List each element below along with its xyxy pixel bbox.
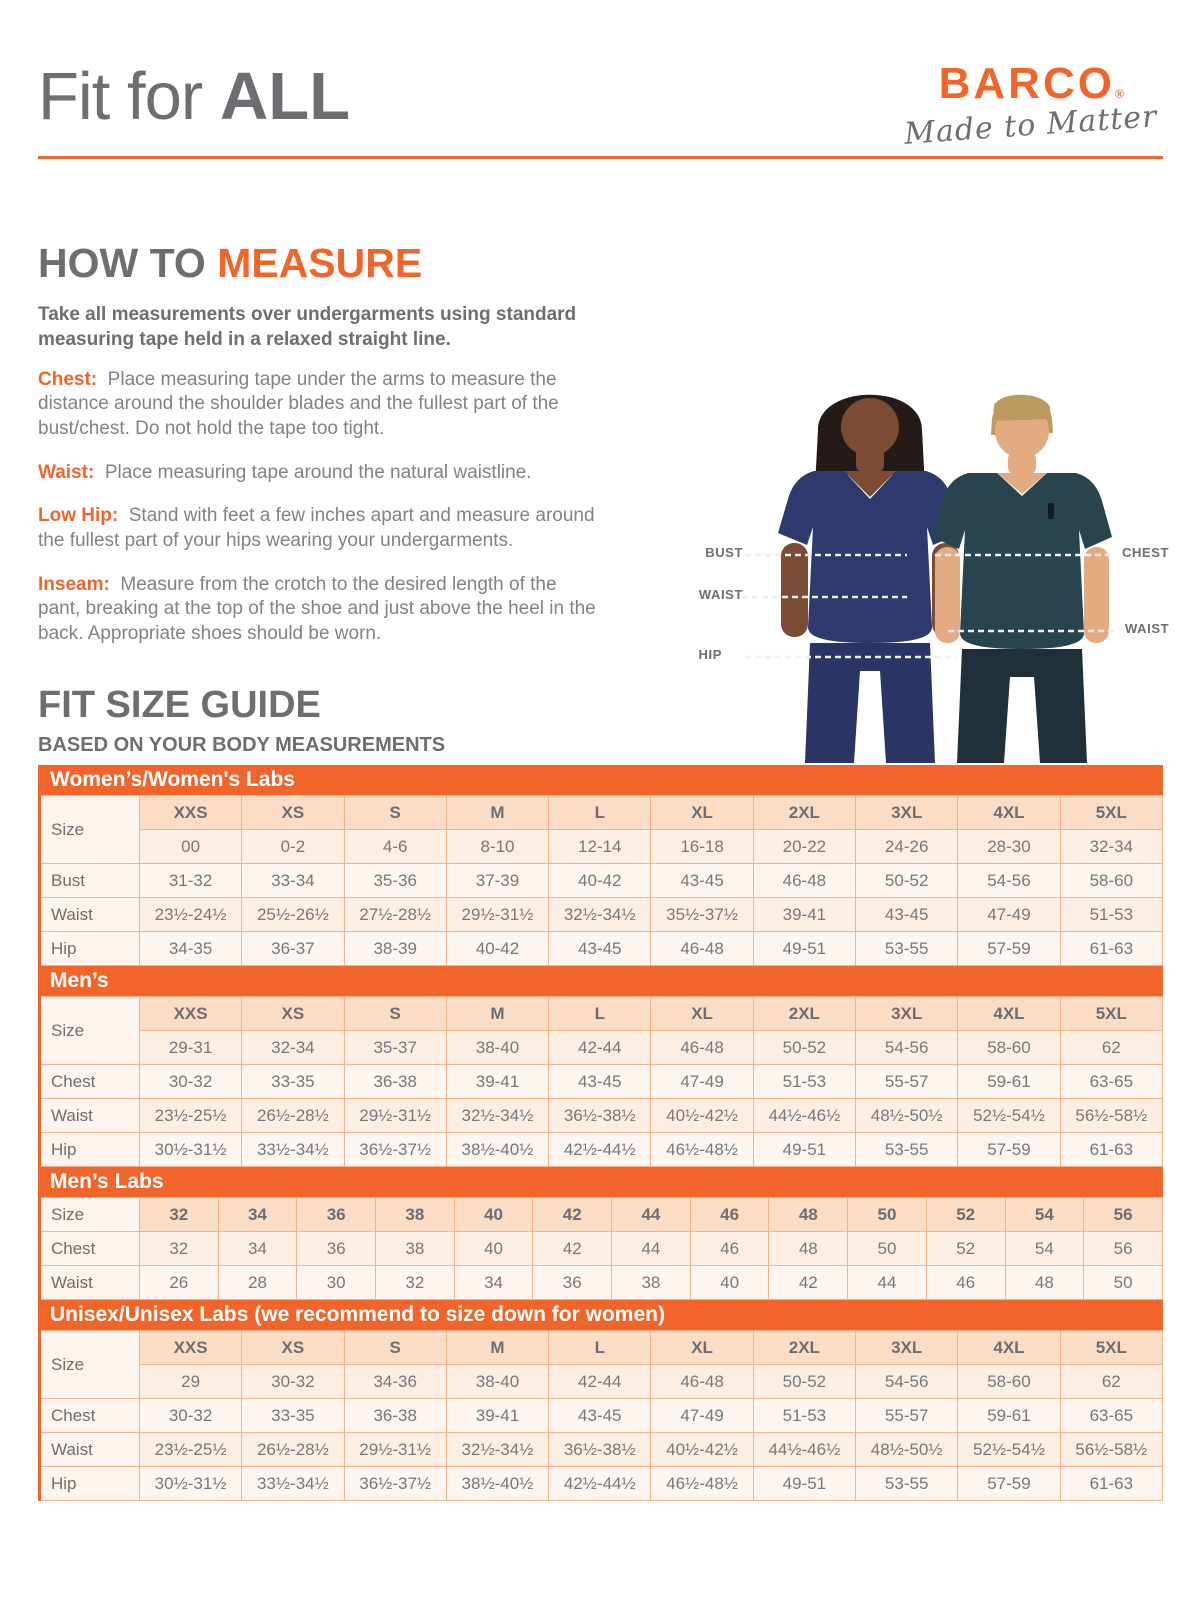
row-label-cell: Waist <box>40 1099 140 1133</box>
numeric-size-cell: 35-37 <box>344 1031 446 1065</box>
measure-item <box>38 573 598 647</box>
numeric-size-cell: 8-10 <box>446 830 548 864</box>
numeric-size-cell: 32-34 <box>242 1031 344 1065</box>
chest-label: CHEST <box>1122 545 1170 560</box>
fit-size-guide-subheading: BASED ON YOUR BODY MEASUREMENTS <box>38 734 446 756</box>
measurement-cell: 61-63 <box>1060 1467 1162 1501</box>
measurement-row <box>40 1065 1163 1099</box>
measurement-cell: 51-53 <box>753 1399 855 1433</box>
row-label-cell: Bust <box>40 864 140 898</box>
measurement-cell: 57-59 <box>958 1133 1060 1167</box>
size-name-cell: S <box>344 997 446 1031</box>
size-label-cell: Size <box>40 997 140 1065</box>
size-name-cell: 34 <box>218 1198 297 1232</box>
measurement-cell: 38-39 <box>344 932 446 966</box>
woman-figure <box>778 395 962 763</box>
measure-item-text: Place measuring tape around the natural waistline. <box>94 461 532 483</box>
size-label-cell: Size <box>40 796 140 864</box>
numeric-size-cell: 00 <box>139 830 241 864</box>
waist-left-label: WAIST <box>698 587 743 602</box>
measurement-cell: 49-51 <box>753 1467 855 1501</box>
measurement-cell: 56½-58½ <box>1060 1433 1162 1467</box>
measurement-cell: 33-34 <box>242 864 344 898</box>
numeric-size-cell: 46-48 <box>651 1365 753 1399</box>
numeric-size-cell: 50-52 <box>753 1031 855 1065</box>
measurement-cell: 23½-25½ <box>139 1099 241 1133</box>
measurement-row <box>40 1266 1163 1300</box>
measurement-cell: 32½-34½ <box>446 1433 548 1467</box>
size-name-cell: 40 <box>454 1198 533 1232</box>
measurement-cell: 40 <box>690 1266 769 1300</box>
row-label-cell: Chest <box>40 1399 140 1433</box>
measure-instructions <box>38 368 628 647</box>
measurement-cell: 49-51 <box>753 932 855 966</box>
size-name-cell: XXS <box>139 796 241 830</box>
numeric-size-cell: 0-2 <box>242 830 344 864</box>
measurement-cell: 51-53 <box>753 1065 855 1099</box>
size-name-cell: XL <box>651 1331 753 1365</box>
measurement-cell: 29½-31½ <box>446 898 548 932</box>
how-to-measure-section <box>38 242 628 666</box>
size-name-cell: 5XL <box>1060 997 1162 1031</box>
measure-item <box>38 368 598 442</box>
size-name-cell: S <box>344 796 446 830</box>
numeric-size-cell: 62 <box>1060 1031 1162 1065</box>
numeric-size-cell: 54-56 <box>856 1031 958 1065</box>
measurement-cell: 39-41 <box>446 1065 548 1099</box>
size-label-cell: Size <box>40 1198 140 1232</box>
measurement-cell: 29½-31½ <box>344 1433 446 1467</box>
measure-item-label: Waist: <box>38 461 95 483</box>
measurement-cell: 36½-37½ <box>344 1467 446 1501</box>
measurement-cell: 30-32 <box>139 1399 241 1433</box>
registered-mark: ® <box>1114 87 1124 101</box>
numeric-size-cell: 16-18 <box>651 830 753 864</box>
numeric-size-row <box>40 1365 1163 1399</box>
hip-label: HIP <box>698 647 722 662</box>
size-name-cell: XL <box>651 997 753 1031</box>
size-name-cell: 3XL <box>856 1331 958 1365</box>
measurement-cell: 63-65 <box>1060 1065 1162 1099</box>
size-name-cell: 36 <box>297 1198 376 1232</box>
measurement-cell: 52½-54½ <box>958 1099 1060 1133</box>
measurement-cell: 34 <box>218 1232 297 1266</box>
measurement-cell: 52 <box>926 1232 1005 1266</box>
measurement-cell: 44½-46½ <box>753 1099 855 1133</box>
table-section-title: Men’s <box>38 966 1163 996</box>
measurement-cell: 50 <box>1084 1266 1163 1300</box>
size-table <box>38 1197 1163 1300</box>
size-tables <box>38 765 1163 1501</box>
measure-item-text: Stand with feet a few inches apart and measure around the fullest part of your hips wearing your undergarments. <box>38 505 595 552</box>
measurement-cell: 35½-37½ <box>651 898 753 932</box>
measurement-cell: 36-37 <box>242 932 344 966</box>
measurement-cell: 59-61 <box>958 1399 1060 1433</box>
measurement-cell: 33½-34½ <box>242 1467 344 1501</box>
size-name-cell: 4XL <box>958 997 1060 1031</box>
measurement-cell: 54-56 <box>958 864 1060 898</box>
measure-item-text: Place measuring tape under the arms to measure the distance around the shoulder blades and the fullest part of the bust/chest. Do not hold the tape too tight. <box>38 368 559 439</box>
numeric-size-cell: 12-14 <box>549 830 651 864</box>
measurement-cell: 59-61 <box>958 1065 1060 1099</box>
measurement-row <box>40 1433 1163 1467</box>
size-name-cell: 4XL <box>958 1331 1060 1365</box>
measurement-cell: 42½-44½ <box>549 1467 651 1501</box>
measurement-cell: 43-45 <box>549 1399 651 1433</box>
size-name-cell: 5XL <box>1060 1331 1162 1365</box>
page-title <box>38 58 350 135</box>
measurement-cell: 30½-31½ <box>139 1467 241 1501</box>
measurement-cell: 36½-38½ <box>549 1099 651 1133</box>
size-label-cell: Size <box>40 1331 140 1399</box>
measurement-cell: 30-32 <box>139 1065 241 1099</box>
numeric-size-cell: 29 <box>139 1365 241 1399</box>
measurement-cell: 38 <box>376 1232 455 1266</box>
measurement-row <box>40 1399 1163 1433</box>
measurement-row <box>40 1099 1163 1133</box>
measurement-cell: 23½-24½ <box>139 898 241 932</box>
measurement-cell: 25½-26½ <box>242 898 344 932</box>
measurement-cell: 46-48 <box>651 932 753 966</box>
waist-right-label: WAIST <box>1125 621 1170 636</box>
size-name-cell: 32 <box>139 1198 218 1232</box>
page-title-normal: Fit for <box>38 59 220 134</box>
measurement-cell: 56½-58½ <box>1060 1099 1162 1133</box>
measurement-cell: 32½-34½ <box>446 1099 548 1133</box>
measurement-cell: 42 <box>769 1266 848 1300</box>
numeric-size-cell: 38-40 <box>446 1365 548 1399</box>
numeric-size-cell: 54-56 <box>856 1365 958 1399</box>
measurement-cell: 42 <box>533 1232 612 1266</box>
measurement-cell: 54 <box>1005 1232 1084 1266</box>
brand-logo-block <box>903 59 1159 152</box>
measurement-cell: 48½-50½ <box>856 1433 958 1467</box>
numeric-size-cell: 38-40 <box>446 1031 548 1065</box>
measure-item <box>38 504 598 553</box>
measure-item-label: Low Hip: <box>38 505 119 527</box>
size-name-cell: 52 <box>926 1198 1005 1232</box>
measure-item-label: Inseam: <box>38 573 110 595</box>
row-label-cell: Hip <box>40 932 140 966</box>
measurement-cell: 39-41 <box>753 898 855 932</box>
size-name-cell: M <box>446 1331 548 1365</box>
measurement-cell: 56 <box>1084 1232 1163 1266</box>
numeric-size-cell: 4-6 <box>344 830 446 864</box>
brand-tagline: Made to Matter <box>903 99 1159 152</box>
size-header-row <box>40 997 1163 1031</box>
size-table <box>38 795 1163 966</box>
size-name-cell: 50 <box>848 1198 927 1232</box>
size-name-cell: 42 <box>533 1198 612 1232</box>
measurement-cell: 30 <box>297 1266 376 1300</box>
measurement-cell: 57-59 <box>958 1467 1060 1501</box>
size-name-cell: 2XL <box>753 997 855 1031</box>
measurement-cell: 44½-46½ <box>753 1433 855 1467</box>
measurement-cell: 61-63 <box>1060 1133 1162 1167</box>
numeric-size-cell: 32-34 <box>1060 830 1162 864</box>
man-figure <box>932 395 1112 763</box>
measurement-row <box>40 1232 1163 1266</box>
measure-item-label: Chest: <box>38 368 98 390</box>
measurement-row <box>40 1467 1163 1501</box>
measurement-cell: 47-49 <box>651 1399 753 1433</box>
size-name-cell: 3XL <box>856 997 958 1031</box>
measurement-cell: 31-32 <box>139 864 241 898</box>
measurement-cell: 53-55 <box>856 932 958 966</box>
page-title-bold: ALL <box>219 59 351 134</box>
fit-size-guide-header <box>38 684 445 757</box>
size-header-row <box>40 1331 1163 1365</box>
size-name-cell: L <box>549 796 651 830</box>
size-name-cell: XL <box>651 796 753 830</box>
measurement-cell: 47-49 <box>958 898 1060 932</box>
row-label-cell: Chest <box>40 1232 140 1266</box>
numeric-size-cell: 29-31 <box>139 1031 241 1065</box>
measurement-cell: 50-52 <box>856 864 958 898</box>
measurement-cell: 36½-38½ <box>549 1433 651 1467</box>
size-name-cell: 5XL <box>1060 796 1162 830</box>
size-name-cell: XS <box>242 1331 344 1365</box>
measurement-cell: 26½-28½ <box>242 1433 344 1467</box>
measurement-cell: 40 <box>454 1232 533 1266</box>
numeric-size-cell: 20-22 <box>753 830 855 864</box>
table-section-title: Men’s Labs <box>38 1167 1163 1197</box>
measurement-cell: 61-63 <box>1060 932 1162 966</box>
numeric-size-cell: 50-52 <box>753 1365 855 1399</box>
measure-item <box>38 461 598 486</box>
numeric-size-cell: 46-48 <box>651 1031 753 1065</box>
size-name-cell: S <box>344 1331 446 1365</box>
size-name-cell: XS <box>242 997 344 1031</box>
size-name-cell: 44 <box>612 1198 691 1232</box>
numeric-size-row <box>40 830 1163 864</box>
size-name-cell: L <box>549 997 651 1031</box>
measurement-cell: 52½-54½ <box>958 1433 1060 1467</box>
measurement-cell: 28 <box>218 1266 297 1300</box>
table-section-title: Women’s/Women's Labs <box>38 765 1163 795</box>
measurement-cell: 36-38 <box>344 1399 446 1433</box>
numeric-size-cell: 42-44 <box>549 1031 651 1065</box>
measurement-cell: 36 <box>297 1232 376 1266</box>
row-label-cell: Hip <box>40 1467 140 1501</box>
measurement-cell: 48 <box>1005 1266 1084 1300</box>
row-label-cell: Waist <box>40 898 140 932</box>
row-label-cell: Waist <box>40 1433 140 1467</box>
fit-size-guide-heading: FIT SIZE GUIDE <box>38 684 321 726</box>
measurement-cell: 53-55 <box>856 1133 958 1167</box>
measurement-row <box>40 1133 1163 1167</box>
measurement-cell: 39-41 <box>446 1399 548 1433</box>
measurement-cell: 63-65 <box>1060 1399 1162 1433</box>
size-name-cell: M <box>446 997 548 1031</box>
row-label-cell: Chest <box>40 1065 140 1099</box>
measurement-cell: 33-35 <box>242 1399 344 1433</box>
numeric-size-cell: 34-36 <box>344 1365 446 1399</box>
measurement-cell: 43-45 <box>856 898 958 932</box>
size-header-row <box>40 1198 1163 1232</box>
measurement-cell: 46 <box>926 1266 1005 1300</box>
measurement-cell: 34 <box>454 1266 533 1300</box>
measurement-cell: 32 <box>139 1232 218 1266</box>
measurement-cell: 48 <box>769 1232 848 1266</box>
measurement-cell: 27½-28½ <box>344 898 446 932</box>
measurement-cell: 51-53 <box>1060 898 1162 932</box>
measurement-cell: 46 <box>690 1232 769 1266</box>
size-name-cell: M <box>446 796 548 830</box>
row-label-cell: Waist <box>40 1266 140 1300</box>
measurement-cell: 46½-48½ <box>651 1133 753 1167</box>
measurement-cell: 37-39 <box>446 864 548 898</box>
measurement-cell: 26 <box>139 1266 218 1300</box>
numeric-size-cell: 42-44 <box>549 1365 651 1399</box>
measurement-cell: 47-49 <box>651 1065 753 1099</box>
measurement-cell: 40-42 <box>549 864 651 898</box>
measurement-cell: 43-45 <box>549 932 651 966</box>
size-name-cell: 3XL <box>856 796 958 830</box>
row-label-cell: Hip <box>40 1133 140 1167</box>
size-name-cell: 38 <box>376 1198 455 1232</box>
numeric-size-cell: 62 <box>1060 1365 1162 1399</box>
measurement-cell: 33-35 <box>242 1065 344 1099</box>
numeric-size-cell: 24-26 <box>856 830 958 864</box>
model-photo <box>650 375 1180 763</box>
measurement-cell: 43-45 <box>549 1065 651 1099</box>
measurement-cell: 32 <box>376 1266 455 1300</box>
models-illustration <box>650 375 1180 763</box>
header-divider <box>38 156 1163 159</box>
measurement-cell: 38½-40½ <box>446 1467 548 1501</box>
size-name-cell: XXS <box>139 1331 241 1365</box>
size-name-cell: L <box>549 1331 651 1365</box>
measurement-cell: 40½-42½ <box>651 1433 753 1467</box>
measurement-row <box>40 864 1163 898</box>
measurement-cell: 32½-34½ <box>549 898 651 932</box>
numeric-size-row <box>40 1031 1163 1065</box>
size-table <box>38 1330 1163 1501</box>
size-name-cell: 2XL <box>753 796 855 830</box>
measurement-cell: 46-48 <box>753 864 855 898</box>
table-section-title: Unisex/Unisex Labs (we recommend to size down for women) <box>38 1300 1163 1330</box>
measurement-cell: 46½-48½ <box>651 1467 753 1501</box>
measurement-cell: 48½-50½ <box>856 1099 958 1133</box>
measurement-cell: 38 <box>612 1266 691 1300</box>
measurement-cell: 40-42 <box>446 932 548 966</box>
numeric-size-cell: 58-60 <box>958 1031 1060 1065</box>
measurement-cell: 23½-25½ <box>139 1433 241 1467</box>
numeric-size-cell: 58-60 <box>958 1365 1060 1399</box>
size-name-cell: XS <box>242 796 344 830</box>
measure-item-text: Measure from the crotch to the desired length of the pant, breaking at the top of the shoe and just above the heel in the back. Appropriate shoes should be worn. <box>38 573 596 645</box>
measurement-cell: 36-38 <box>344 1065 446 1099</box>
measurement-cell: 53-55 <box>856 1467 958 1501</box>
how-to-measure-heading: HOW TO MEASURE <box>38 240 423 286</box>
measurement-cell: 57-59 <box>958 932 1060 966</box>
measurement-cell: 55-57 <box>856 1065 958 1099</box>
measurement-cell: 34-35 <box>139 932 241 966</box>
size-name-cell: 54 <box>1005 1198 1084 1232</box>
measurement-cell: 55-57 <box>856 1399 958 1433</box>
size-name-cell: XXS <box>139 997 241 1031</box>
measure-intro: Take all measurements over undergarments using standard measuring tape held in a relaxed straight line. <box>38 304 577 351</box>
bust-label: BUST <box>705 545 743 560</box>
measurement-cell: 49-51 <box>753 1133 855 1167</box>
measurement-row <box>40 898 1163 932</box>
barco-logo: BARCO® <box>938 59 1124 108</box>
numeric-size-cell: 28-30 <box>958 830 1060 864</box>
measurement-cell: 38½-40½ <box>446 1133 548 1167</box>
size-name-cell: 4XL <box>958 796 1060 830</box>
measurement-cell: 26½-28½ <box>242 1099 344 1133</box>
measurement-cell: 36½-37½ <box>344 1133 446 1167</box>
measurement-cell: 43-45 <box>651 864 753 898</box>
size-header-row <box>40 796 1163 830</box>
measurement-cell: 58-60 <box>1060 864 1162 898</box>
measurement-cell: 50 <box>848 1232 927 1266</box>
measurement-cell: 29½-31½ <box>344 1099 446 1133</box>
measurement-cell: 30½-31½ <box>139 1133 241 1167</box>
measurement-row <box>40 932 1163 966</box>
size-name-cell: 48 <box>769 1198 848 1232</box>
measurement-cell: 36 <box>533 1266 612 1300</box>
measurement-cell: 42½-44½ <box>549 1133 651 1167</box>
size-name-cell: 2XL <box>753 1331 855 1365</box>
size-table <box>38 996 1163 1167</box>
numeric-size-cell: 30-32 <box>242 1365 344 1399</box>
size-name-cell: 46 <box>690 1198 769 1232</box>
measurement-cell: 44 <box>612 1232 691 1266</box>
size-name-cell: 56 <box>1084 1198 1163 1232</box>
measurement-cell: 44 <box>848 1266 927 1300</box>
measurement-cell: 40½-42½ <box>651 1099 753 1133</box>
measurement-cell: 35-36 <box>344 864 446 898</box>
measurement-cell: 33½-34½ <box>242 1133 344 1167</box>
